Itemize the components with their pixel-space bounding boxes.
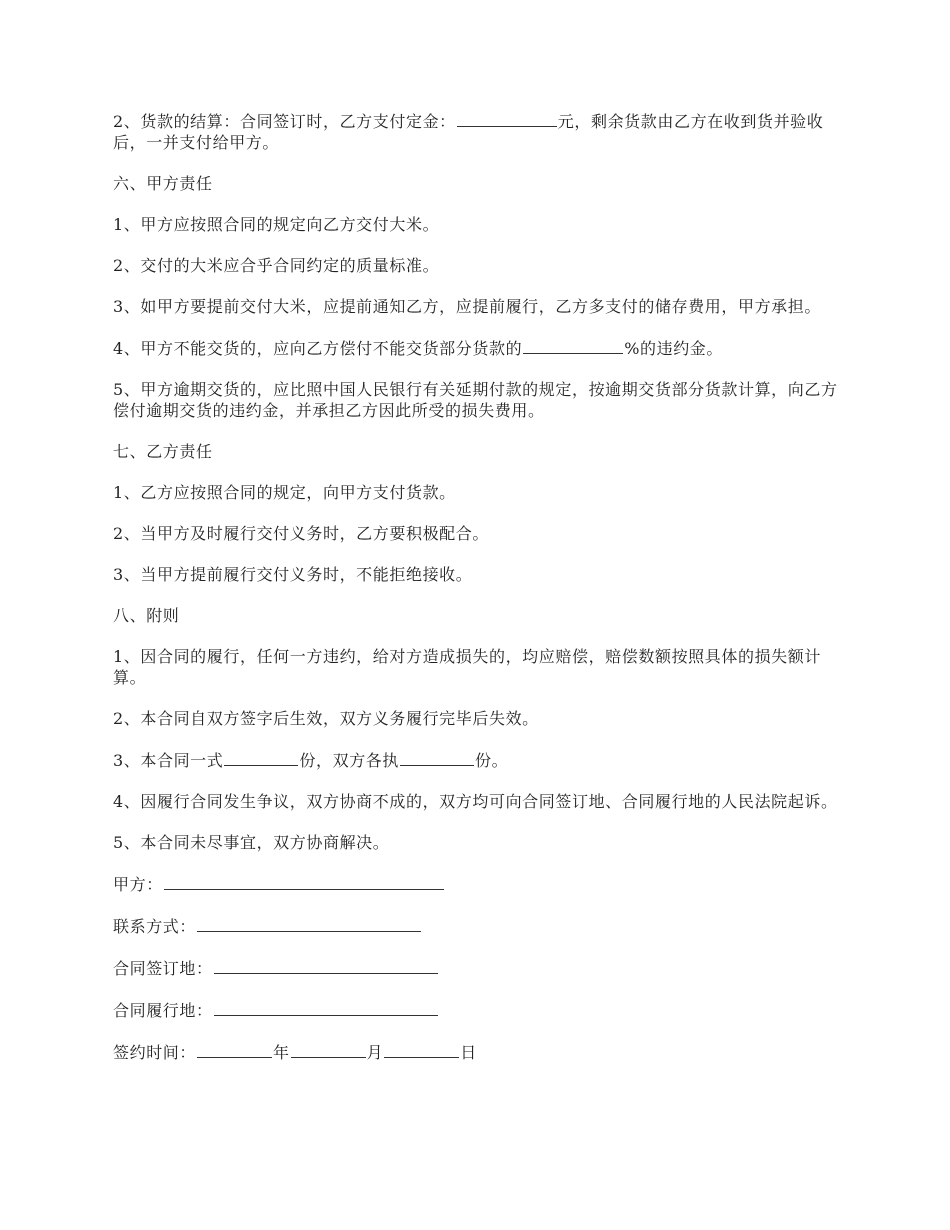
clause-paragraph (113, 379, 843, 421)
fill-in-blank[interactable] (214, 999, 438, 1016)
clause-paragraph (113, 832, 843, 853)
contract-document (113, 110, 843, 1083)
paragraph-text: 六、甲方责任 (113, 174, 213, 193)
paragraph-text: 份。 (475, 751, 509, 770)
clause-paragraph (113, 255, 843, 276)
paragraph-text: 3、如甲方要提前交付大米，应提前通知乙方，应提前履行，乙方多支付的储存费用，甲方承担。 (113, 297, 821, 316)
clause-paragraph (113, 482, 843, 503)
clause-paragraph (113, 337, 843, 359)
paragraph-text: 日 (460, 1043, 477, 1062)
clause-paragraph (113, 296, 843, 317)
paragraph-text: 2、当甲方及时履行交付义务时，乙方要积极配合。 (113, 524, 489, 543)
signature-field (113, 1041, 843, 1063)
paragraph-text: 份，双方各执 (299, 751, 399, 770)
signature-field (113, 915, 843, 937)
clause-paragraph (113, 791, 843, 812)
clause-paragraph (113, 214, 843, 235)
paragraph-text: 2、货款的结算：合同签订时，乙方支付定金： (113, 112, 456, 131)
fill-in-blank[interactable] (291, 1041, 366, 1058)
paragraph-text: 5、甲方逾期交货的，应比照中国人民银行有关延期付款的规定，按逾期交货部分货款计算，向乙方偿付逾期交货的违约金，并承担乙方因此所受的损失费用。 (113, 380, 838, 420)
fill-in-blank[interactable] (164, 873, 444, 890)
clause-paragraph (113, 564, 843, 585)
paragraph-text: 七、乙方责任 (113, 442, 213, 461)
paragraph-text: 5、本合同未尽事宜，双方协商解决。 (113, 833, 390, 852)
signature-field (113, 999, 843, 1021)
clause-paragraph (113, 646, 843, 688)
signature-field (113, 957, 843, 979)
paragraph-text: 4、因履行合同发生争议，双方协商不成的，双方均可向合同签订地、合同履行地的人民法院起诉。 (113, 792, 838, 811)
fill-in-blank[interactable] (457, 110, 557, 127)
fill-in-blank[interactable] (384, 1041, 459, 1058)
paragraph-text: 2、交付的大米应合乎合同约定的质量标准。 (113, 256, 440, 275)
paragraph-text: 月 (366, 1043, 384, 1062)
paragraph-text: 1、甲方应按照合同的规定向乙方交付大米。 (113, 215, 440, 234)
section-heading (113, 173, 843, 194)
section-heading (113, 605, 843, 626)
paragraph-text: 八、附则 (113, 606, 180, 625)
paragraph-text: 3、当甲方提前履行交付义务时，不能拒绝接收。 (113, 565, 473, 584)
clause-paragraph (113, 749, 843, 771)
clause-paragraph (113, 708, 843, 729)
paragraph-text: 3、本合同一式 (113, 751, 224, 770)
paragraph-text: 甲方： (113, 875, 163, 894)
paragraph-text: %的违约金。 (624, 339, 723, 358)
paragraph-text: 元，剩余货款由乙方在收到货并验收后，一并支付给甲方。 (113, 112, 824, 152)
fill-in-blank[interactable] (400, 749, 474, 766)
paragraph-text: 1、乙方应按照合同的规定，向甲方支付货款。 (113, 483, 456, 502)
fill-in-blank[interactable] (523, 337, 623, 354)
paragraph-text: 2、本合同自双方签字后生效，双方义务履行完毕后失效。 (113, 709, 539, 728)
paragraph-text: 签约时间： (113, 1043, 197, 1062)
paragraph-text: 联系方式： (113, 917, 197, 936)
fill-in-blank[interactable] (224, 749, 298, 766)
signature-field (113, 873, 843, 895)
paragraph-text: 1、因合同的履行，任何一方违约，给对方造成损失的，均应赔偿，赔偿数额按照具体的损失额计算。 (113, 647, 821, 687)
paragraph-text: 合同履行地： (113, 1001, 213, 1020)
paragraph-text: 合同签订地： (113, 959, 213, 978)
paragraph-text: 4、甲方不能交货的，应向乙方偿付不能交货部分货款的 (113, 339, 523, 358)
clause-paragraph (113, 523, 843, 544)
fill-in-blank[interactable] (214, 957, 438, 974)
fill-in-blank[interactable] (197, 1041, 272, 1058)
clause-paragraph (113, 110, 843, 153)
section-heading (113, 441, 843, 462)
fill-in-blank[interactable] (197, 915, 421, 932)
paragraph-text: 年 (273, 1043, 290, 1062)
